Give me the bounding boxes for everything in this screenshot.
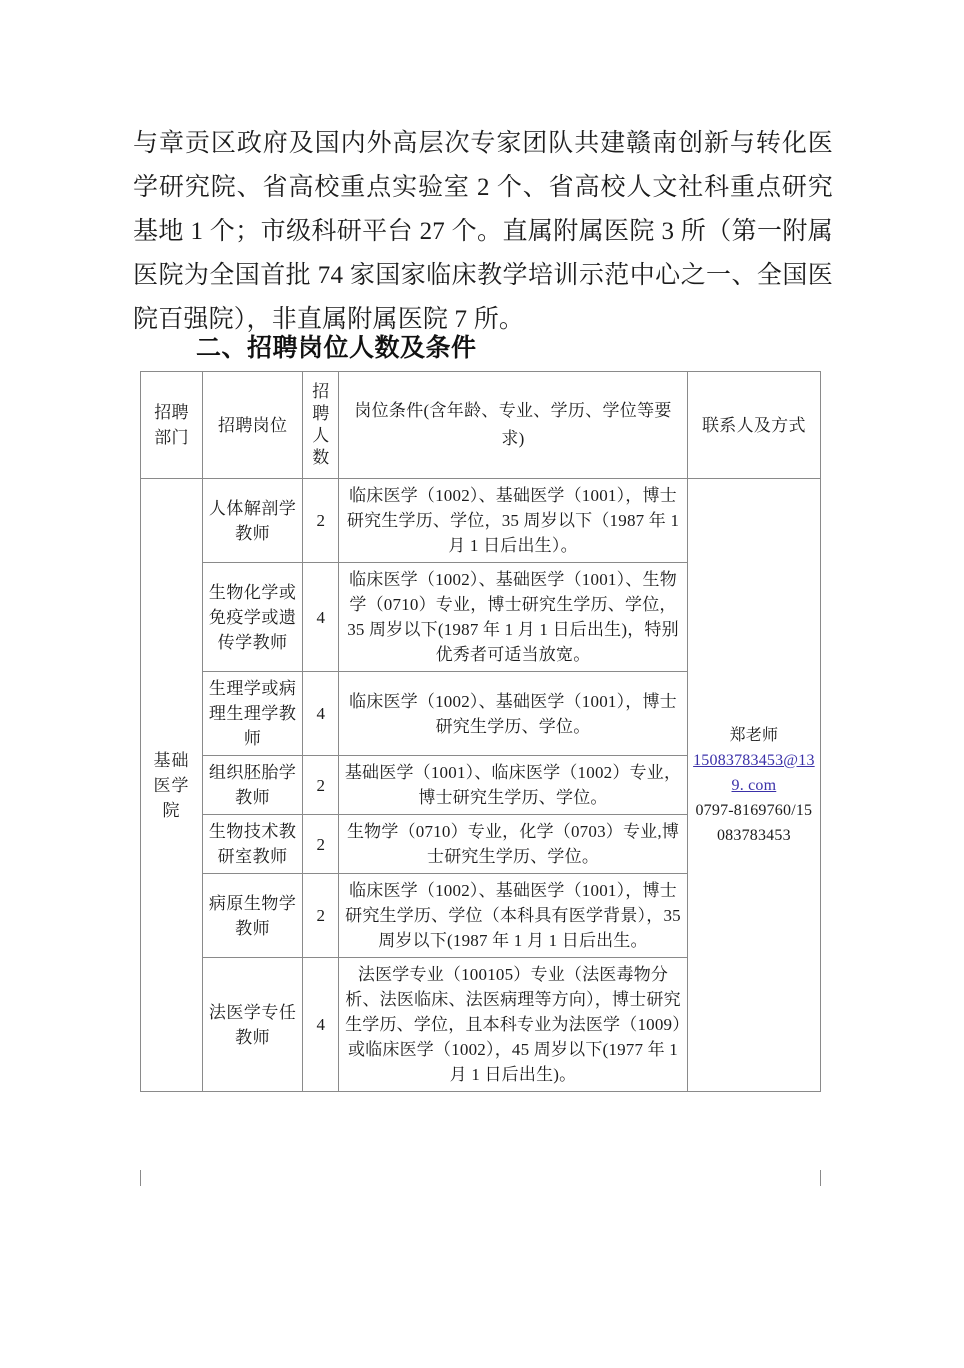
header-position: 招聘岗位 [203,372,303,479]
cell-count: 4 [303,958,339,1092]
cell-position: 法医学专任教师 [203,958,303,1092]
section-heading: 二、招聘岗位人数及条件 [196,333,477,362]
header-conditions: 岗位条件(含年龄、专业、学历、学位等要求) [339,372,688,479]
cell-count: 2 [303,479,339,563]
cell-conditions: 临床医学（1002）、基础医学（1001），博士研究生学历、学位。 [339,672,688,756]
table-body [141,479,821,1092]
cell-conditions: 基础医学（1001）、临床医学（1002）专业，博士研究生学历、学位。 [339,756,688,815]
cell-count: 2 [303,756,339,815]
table-row [141,479,821,563]
cell-position: 生理学或病理生理学教师 [203,672,303,756]
cell-count: 2 [303,874,339,958]
cell-count: 4 [303,563,339,672]
cell-conditions: 生物学（0710）专业，化学（0703）专业,博士研究生学历、学位。 [339,815,688,874]
table-left-rule-tail [140,1170,141,1186]
recruitment-table-container [140,371,821,1092]
contact-name: 郑老师 [729,726,779,744]
cell-conditions: 临床医学（1002）、基础医学（1001），博士研究生学历、学位（本科具有医学背景），35 周岁以下(1987 年 1 月 1 日后出生。 [339,874,688,958]
cell-conditions: 临床医学（1002）、基础医学（1001），博士研究生学历、学位，35 周岁以下（1987 年 1 月 1 日后出生）。 [339,479,688,563]
cell-conditions: 临床医学（1002）、基础医学（1001）、生物学（0710）专业，博士研究生学历、学位，35 周岁以下(1987 年 1 月 1 日后出生)，特别优秀者可适当放宽。 [339,563,688,672]
cell-position: 生物化学或免疫学或遗传学教师 [203,563,303,672]
cell-position: 生物技术教研室教师 [203,815,303,874]
table-header-row [141,372,821,479]
cell-count: 4 [303,672,339,756]
recruitment-table [140,371,821,1092]
cell-department: 基础医学院 [141,479,203,1092]
cell-position: 人体解剖学教师 [203,479,303,563]
cell-position: 组织胚胎学教师 [203,756,303,815]
cell-contact [687,479,820,1092]
cell-position: 病原生物学教师 [203,874,303,958]
table-right-rule-tail [820,1170,821,1186]
cell-conditions: 法医学专业（100105）专业（法医毒物分析、法医临床、法医病理等方向），博士研究生学历、学位，且本科专业为法医学（1009）或临床医学（1002），45 周岁以下(1977 年 1 月 1 日后出生)。 [339,958,688,1092]
header-contact: 联系人及方式 [687,372,820,479]
contact-phone: 0797-8169760/15083783453 [695,801,813,844]
header-department: 招聘部门 [141,372,203,479]
header-count: 招聘人数 [303,372,339,479]
body-paragraph: 与章贡区政府及国内外高层次专家团队共建赣南创新与转化医学研究院、省高校重点实验室 2 个、省高校人文社科重点研究基地 1 个；市级科研平台 27 个。直属附属医院 3 所（第一附属医院为全国首批 74 家国家临床教学培训示范中心之一、全国医院百强院），非直属附属医院 7 所。 [133,130,833,333]
body-paragraph-block [133,122,833,342]
cell-count: 2 [303,815,339,874]
contact-email-link[interactable]: 15083783453@139. com [693,751,815,794]
